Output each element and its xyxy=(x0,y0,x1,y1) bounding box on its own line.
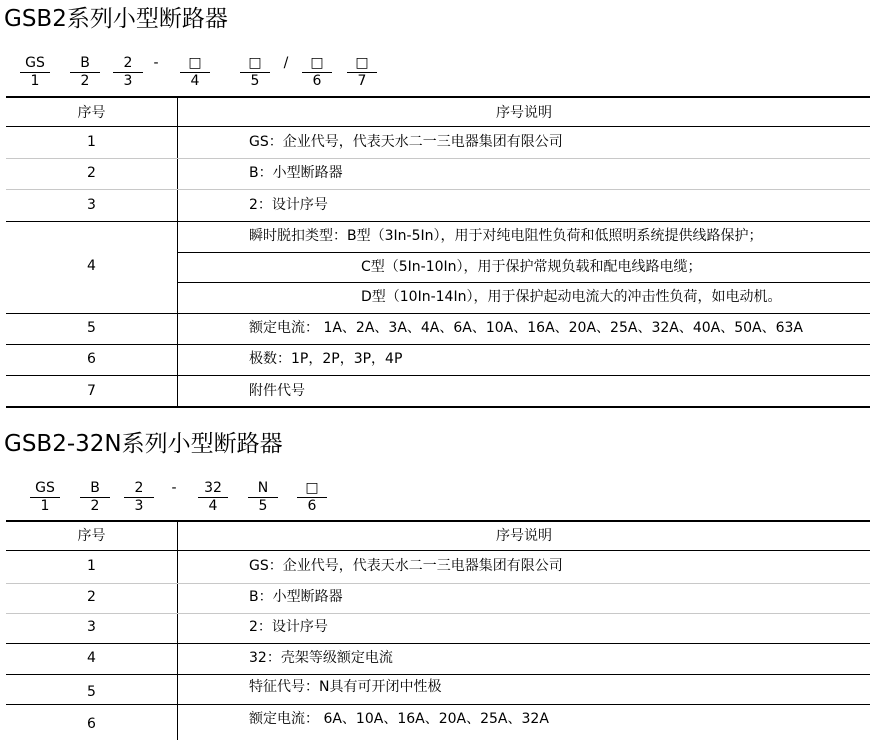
section-1-title: GSB2系列小型断路器 xyxy=(4,6,228,32)
header-desc: 序号说明 xyxy=(496,528,552,544)
code-dash: - xyxy=(153,55,159,71)
code-slash: / xyxy=(283,55,289,71)
code-part-3: 2 3 xyxy=(113,55,143,89)
code-part-3: 2 3 xyxy=(124,480,154,514)
code-part-4: 32 4 xyxy=(198,480,228,514)
code-part-4: □ 4 xyxy=(180,55,210,89)
code-dash: - xyxy=(171,480,177,496)
code-part-5: □ 5 xyxy=(240,55,270,89)
section-2-title: GSB2-32N系列小型断路器 xyxy=(4,431,283,457)
header-desc: 序号说明 xyxy=(496,105,552,121)
code-part-6: □ 6 xyxy=(302,55,332,89)
code-part-7: □ 7 xyxy=(347,55,377,89)
code-part-1: GS 1 xyxy=(30,480,60,514)
code-part-1: GS 1 xyxy=(20,55,50,89)
code-part-2: B 2 xyxy=(70,55,100,89)
code-part-6: □ 6 xyxy=(297,480,327,514)
code-part-5: N 5 xyxy=(248,480,278,514)
code-part-2: B 2 xyxy=(80,480,110,514)
header-no: 序号 xyxy=(77,105,106,121)
header-no: 序号 xyxy=(77,528,106,544)
